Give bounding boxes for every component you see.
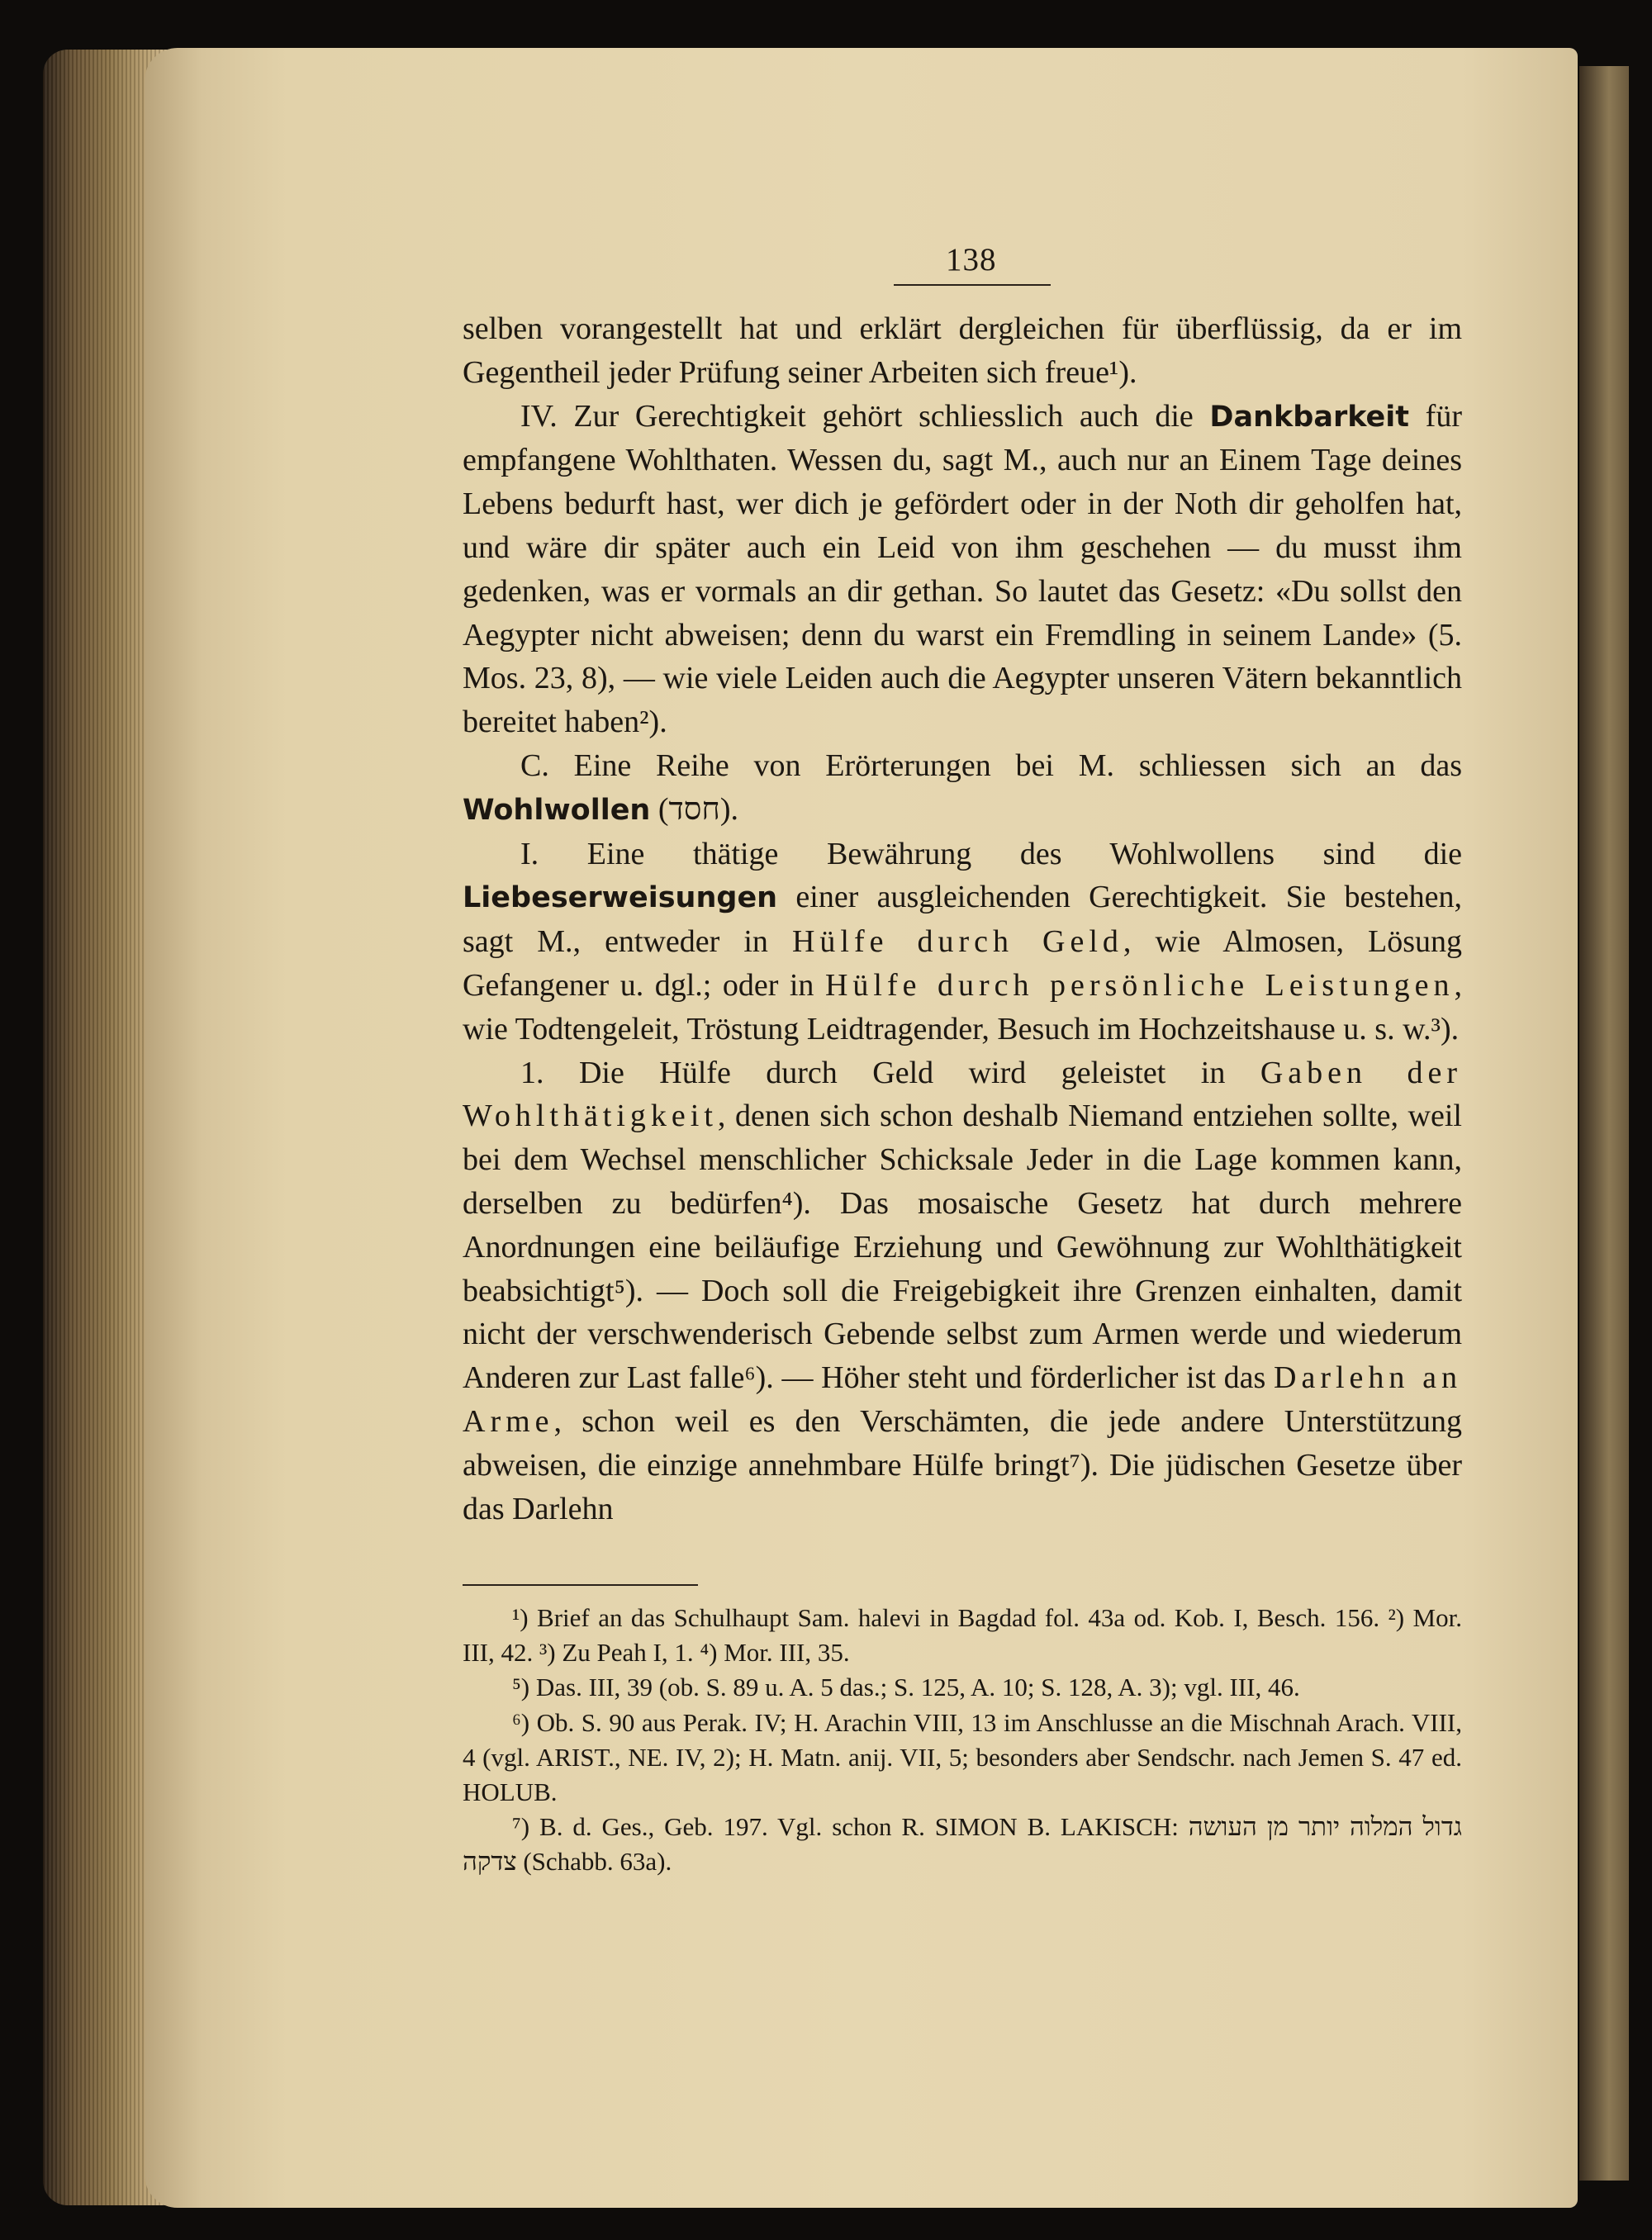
paragraph-1: selben vorangestellt hat und erklärt dergleichen für überflüssig, da er im Gegentheil jeder Prüfung seiner Arbeiten sich freue¹). — [463, 311, 1462, 390]
paragraph-4-text-b: einer ausgleichenden Gerechtigkeit. Sie bestehen, sagt M., entweder in — [463, 880, 1462, 960]
spaced-huelfe-leistungen: Hülfe durch persönliche Leistungen — [824, 967, 1455, 1003]
paragraph-2-text-b: für empfangene Wohlthaten. Wessen du, sagt M., auch nur an Einem Tage deines Lebens bedurft hast, wer dich je gefördert oder in der Noth dir geholfen hat, und wäre dir später auch ein Leid von ihm geschehen — du musst ihm gedenken, was er vormals an dir gethan. So lautet das Gesetz: «Du sollst den Aegypter nicht abweisen; denn du warst ein Fremdling in seinem Lande» (5. Mos. 23, 8), — wie viele Leiden auch die Aegypter unseren Vätern bekanntlich bereitet haben²). — [463, 398, 1462, 740]
spaced-darlehn-arme: Darlehn an Arme — [463, 1360, 1462, 1439]
paragraph-3 — [463, 744, 1462, 833]
paragraph-4-text-c: , wie Almosen, Lösung Gefangener u. dgl.; oder in — [463, 924, 1462, 1003]
paragraph-5-text-c: , schon weil es den Verschämten, die jede andere Unterstützung abweisen, die einzige annehmbare Hülfe bringt⁷). Die jüdischen Gesetze über das Darlehn — [463, 1403, 1462, 1526]
footnote-1-4: ¹) Brief an das Schulhaupt Sam. halevi in Bagdad fol. 43a od. Kob. I, Besch. 156. ²) Mor. III, 42. ³) Zu Peah I, 1. ⁴) Mor. III, 35. — [463, 1603, 1462, 1668]
footnote-7: ⁷) B. d. Ges., Geb. 197. Vgl. schon R. SIMON B. LAKISCH: גדול המלוה יותר מן העושה צדקה (Schabb. 63a). — [463, 1812, 1462, 1877]
term-liebeserweisungen: Liebeserweisungen — [463, 881, 778, 915]
footnote-5: ⁵) Das. III, 39 (ob. S. 89 u. A. 5 das.; S. 125, A. 10; S. 128, A. 3); vgl. III, 46. — [512, 1673, 1300, 1702]
footnote-6: ⁶) Ob. S. 90 aus Perak. IV; H. Arachin VIII, 13 im Anschlusse an die Mischnah Arach. VIII, 4 (vgl. ARIST., NE. IV, 2); H. Matn. anij. VII, 5; besonders aber Sendschr. nach Jemen S. 47 ed. HOLUB. — [463, 1707, 1462, 1807]
paragraph-5-text-b: , denen sich schon deshalb Niemand entziehen sollte, weil bei dem Wechsel menschlicher Schicksale Jeder in die Lage kommen kann, derselben zu bedürfen⁴). Das mosaische Gesetz hat durch mehrere Anordnungen eine beiläufige Erziehung und Gewöhnung zur Wohlthätigkeit beabsichtigt⁵). — Doch soll die Freigebigkeit ihre Grenzen einhalten, damit nicht der verschwenderisch Gebende selbst zum Armen werde und wiederum Anderen zur Last falle⁶). — Höher steht und förderlicher ist das — [463, 1099, 1462, 1396]
paragraph-4-text-d: , wie Todtengeleit, Tröstung Leidtragender, Besuch im Hochzeitshause u. s. w.³). — [463, 967, 1462, 1046]
footnotes — [463, 1601, 1462, 1880]
paragraph-2-text-a: IV. Zur Gerechtigkeit gehört schliesslich auch die — [520, 398, 1210, 434]
paragraph-3-text-a: C. Eine Reihe von Erörterungen bei M. schliessen sich an das — [520, 747, 1462, 783]
paragraph-5-text-a: 1. Die Hülfe durch Geld wird geleistet in — [520, 1055, 1260, 1090]
spaced-huelfe-geld: Hülfe durch Geld — [791, 924, 1123, 960]
footnote-separator — [463, 1584, 698, 1586]
paragraph-2 — [463, 395, 1462, 744]
paragraph-5 — [463, 1051, 1462, 1531]
term-dankbarkeit: Dankbarkeit — [1209, 400, 1410, 434]
page-number: 138 — [946, 242, 997, 278]
main-text — [463, 307, 1462, 1531]
spaced-gaben-wohlthaetigkeit: Gaben der Wohlthätigkeit — [463, 1055, 1462, 1134]
paragraph-3-text-b: (חסד). — [650, 791, 739, 827]
adjacent-page-edge — [1579, 66, 1629, 2181]
paragraph-4-text-a: I. Eine thätige Bewährung des Wohlwollens sind die — [520, 836, 1462, 871]
term-wohlwollen: Wohlwollen — [463, 793, 651, 827]
paragraph-4 — [463, 833, 1462, 1051]
page-number-rule — [894, 284, 1051, 286]
